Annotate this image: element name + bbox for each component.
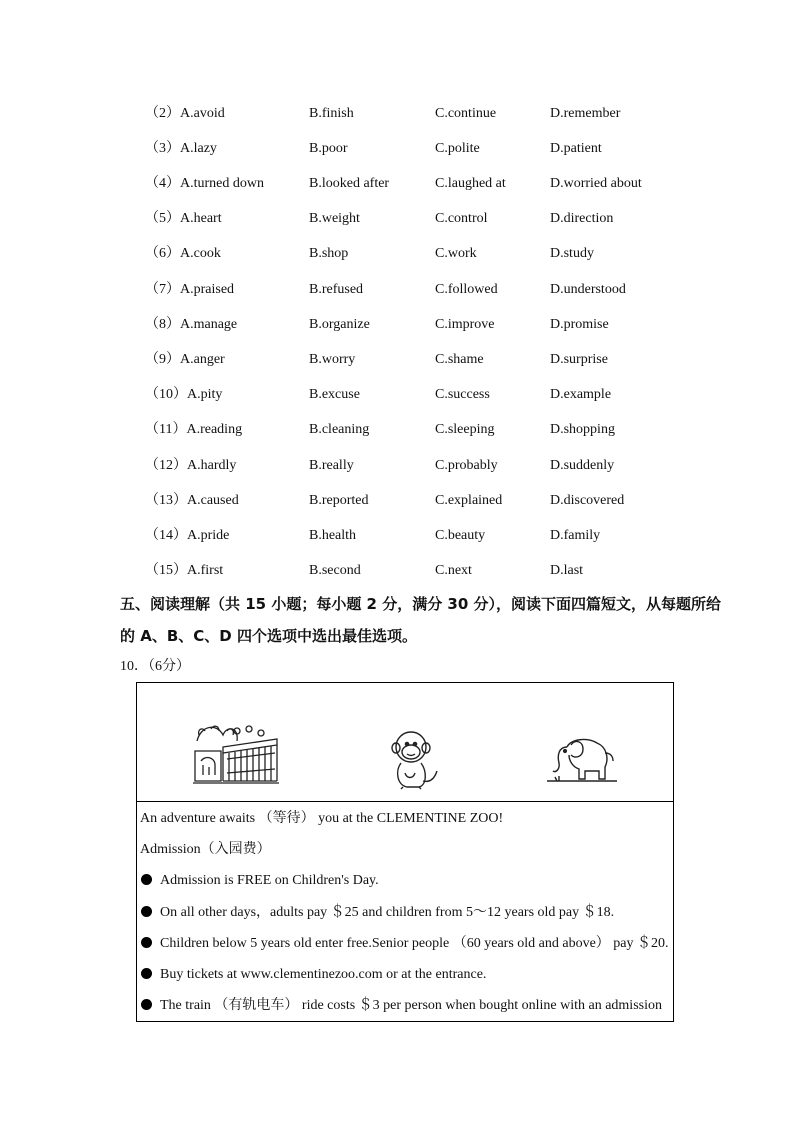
section-heading-line-2: 的 A、B、C、D 四个选项中选出最佳选项。	[120, 627, 417, 645]
question-number: （11）	[145, 422, 187, 437]
option-a-text: A.cook	[180, 246, 221, 261]
option-c: C.explained	[435, 493, 503, 508]
option-a-text: A.reading	[186, 422, 243, 437]
option-a-text: A.hardly	[187, 458, 237, 473]
option-a	[145, 418, 242, 442]
option-d: D.promise	[550, 317, 609, 332]
option-d: D.family	[550, 528, 601, 543]
bullet-icon	[141, 968, 152, 979]
option-d: D.suddenly	[550, 458, 615, 473]
question-number: （4）	[145, 176, 180, 191]
bullet-text: Children below 5 years old enter free.Senior people （60 years old and above） pay ＄20.	[160, 936, 669, 951]
option-b: B.excuse	[309, 387, 360, 402]
option-c: C.continue	[435, 106, 497, 121]
option-b: B.refused	[309, 282, 364, 297]
bullet-text: The train （有轨电车） ride costs ＄3 per person when bought online with an admission	[160, 998, 662, 1013]
option-c: C.followed	[435, 282, 498, 297]
question-label: 10．（6分）	[120, 659, 190, 674]
section-heading-line-1: 五、阅读理解（共 15 小题；每小题 2 分，满分 30 分），阅读下面四篇短文，从每题所给	[120, 595, 722, 613]
option-c: C.work	[435, 246, 477, 261]
option-a	[145, 313, 237, 337]
option-b: B.organize	[309, 317, 370, 332]
question-number: （15）	[145, 563, 187, 578]
option-a	[145, 383, 222, 407]
option-b: B.looked after	[309, 176, 390, 191]
option-d: D.last	[550, 563, 584, 578]
option-c: C.next	[435, 563, 472, 578]
option-a-text: A.caused	[187, 493, 239, 508]
bullet-text: On all other days，adults pay ＄25 and children from 5～12 years old pay ＄18.	[160, 905, 615, 920]
bullet-text: Buy tickets at www.clementinezoo.com or at the entrance.	[160, 967, 487, 982]
option-a-text: A.turned down	[180, 176, 264, 191]
option-b: B.second	[309, 563, 361, 578]
option-row-13	[0, 489, 793, 513]
question-number: （10）	[145, 387, 187, 402]
option-c: C.control	[435, 211, 488, 226]
option-row-6	[0, 242, 793, 266]
option-a-text: A.anger	[180, 352, 225, 367]
option-a-text: A.first	[187, 563, 224, 578]
passage-box	[136, 682, 674, 1022]
option-d: D.worried about	[550, 176, 642, 191]
question-number: （6）	[145, 246, 180, 261]
passage-intro: An adventure awaits （等待） you at the CLEMENTINE ZOO!	[140, 811, 504, 826]
option-a	[145, 524, 229, 548]
question-number: （2）	[145, 106, 180, 121]
option-b: B.shop	[309, 246, 349, 261]
option-a	[145, 137, 217, 161]
option-row-14	[0, 524, 793, 548]
bullet-item-2	[140, 903, 614, 923]
option-c: C.probably	[435, 458, 498, 473]
option-a	[145, 278, 234, 302]
option-a	[145, 207, 222, 231]
option-d: D.shopping	[550, 422, 615, 437]
option-b: B.finish	[309, 106, 354, 121]
option-c: C.beauty	[435, 528, 486, 543]
option-a	[145, 242, 221, 266]
option-c: C.polite	[435, 141, 480, 156]
option-a-text: A.avoid	[180, 106, 225, 121]
elephant-icon	[547, 733, 617, 789]
option-b: B.cleaning	[309, 422, 370, 437]
option-row-7	[0, 278, 793, 302]
option-a	[145, 102, 225, 126]
question-number: （9）	[145, 352, 180, 367]
option-b: B.worry	[309, 352, 356, 367]
option-b: B.weight	[309, 211, 360, 226]
option-d: D.understood	[550, 282, 626, 297]
option-b: B.poor	[309, 141, 348, 156]
option-d: D.example	[550, 387, 612, 402]
option-c: C.improve	[435, 317, 495, 332]
bullet-item-3	[140, 934, 669, 954]
bullet-icon	[141, 999, 152, 1010]
option-row-15	[0, 559, 793, 583]
option-c: C.laughed at	[435, 176, 506, 191]
question-number: （8）	[145, 317, 180, 332]
option-a-text: A.praised	[180, 282, 235, 297]
option-d: D.discovered	[550, 493, 625, 508]
zoo-gate-icon	[193, 721, 279, 787]
option-row-4	[0, 172, 793, 196]
option-a-text: A.manage	[180, 317, 238, 332]
option-d: D.study	[550, 246, 594, 261]
option-c: C.sleeping	[435, 422, 495, 437]
option-a-text: A.pride	[187, 528, 230, 543]
option-row-12	[0, 454, 793, 478]
admission-heading: Admission（入园费）	[140, 842, 271, 857]
option-b: B.health	[309, 528, 357, 543]
option-c: C.shame	[435, 352, 484, 367]
bullet-item-5	[140, 996, 672, 1016]
question-number: （12）	[145, 458, 187, 473]
bullet-icon	[141, 874, 152, 885]
monkey-icon	[387, 727, 441, 791]
option-row-10	[0, 383, 793, 407]
option-d: D.surprise	[550, 352, 608, 367]
option-d: D.patient	[550, 141, 602, 156]
bullet-icon	[141, 906, 152, 917]
option-row-3	[0, 137, 793, 161]
bullet-text: Admission is FREE on Children's Day.	[160, 873, 379, 888]
option-row-8	[0, 313, 793, 337]
illustration-row	[137, 683, 673, 802]
bullet-item-1	[140, 871, 379, 891]
option-row-11	[0, 418, 793, 442]
option-c: C.success	[435, 387, 490, 402]
option-a	[145, 559, 223, 583]
question-number: （14）	[145, 528, 187, 543]
question-number: （13）	[145, 493, 187, 508]
question-number: （7）	[145, 282, 180, 297]
option-row-5	[0, 207, 793, 231]
question-number: （5）	[145, 211, 180, 226]
option-a	[145, 454, 236, 478]
option-a	[145, 348, 225, 372]
option-b: B.reported	[309, 493, 369, 508]
option-a	[145, 489, 239, 513]
option-d: D.direction	[550, 211, 614, 226]
bullet-item-4	[140, 965, 486, 985]
option-a-text: A.pity	[187, 387, 223, 402]
option-row-2	[0, 102, 793, 126]
option-d: D.remember	[550, 106, 621, 121]
option-a-text: A.lazy	[180, 141, 217, 156]
bullet-icon	[141, 937, 152, 948]
option-a	[145, 172, 264, 196]
option-row-9	[0, 348, 793, 372]
question-number: （3）	[145, 141, 180, 156]
option-b: B.really	[309, 458, 354, 473]
option-a-text: A.heart	[180, 211, 222, 226]
